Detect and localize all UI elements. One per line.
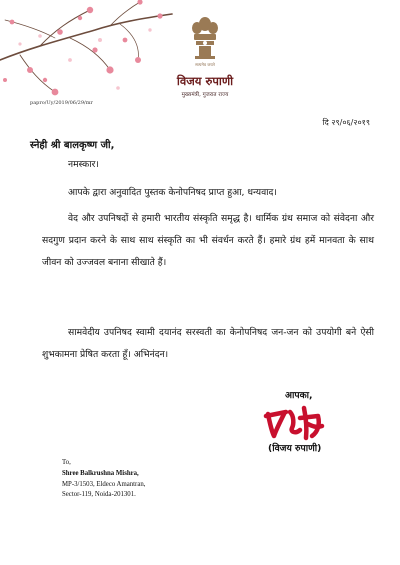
closing: आपका, — [285, 390, 313, 401]
recipient-address-line1: MP-3/1503, Eldeco Amantran, — [62, 481, 146, 488]
salutation: स्नेही श्री बालकृष्ण जी, — [30, 140, 115, 151]
handwritten-signature — [260, 402, 330, 442]
reference-number: papro/Uy/2019/06/29/mr — [30, 100, 93, 106]
recipient-name: Shree Balkrushna Mishra, — [62, 470, 139, 477]
recipient-address-line2: Sector-119, Noida-201301. — [62, 491, 136, 498]
emblem-caption: सत्यमेव जयते — [195, 62, 215, 67]
paragraph-1: आपके द्वारा अनुवादित पुस्तक केनोपनिषद प्राप्त हुआ, धन्यवाद। — [68, 187, 277, 198]
paragraph-3: सामवेदीय उपनिषद स्वामी दयानंद सरस्वती का केनोपनिषद जन-जन को उपयोगी बने ऐसी शुभकामना प्रेषित करता हूँ। अभिनंदन। — [42, 327, 374, 360]
sender-title: मुख्यमंत्री, गुजरात राज्य — [181, 92, 229, 98]
greeting: नमस्कार। — [68, 159, 99, 170]
to-label: To, — [62, 459, 71, 466]
sender-name: विजय रुपाणी — [176, 74, 234, 88]
letter-date: दि २९/०६/२०१९ — [322, 118, 370, 127]
signatory-name: (विजय रुपाणी) — [268, 443, 322, 454]
paragraph-2: वेद और उपनिषदों से हमारी भारतीय संस्कृति समृद्ध है। धार्मिक ग्रंथ समाज को संवेदना और सदगुण प्रदान करने के साथ साथ संस्कृति का भी संवर्धन करते हैं। हमारे ग्रंथ हमें मानवता के साथ जीवन को उज्जवल बनाना सीखाते हैं। — [42, 213, 374, 268]
